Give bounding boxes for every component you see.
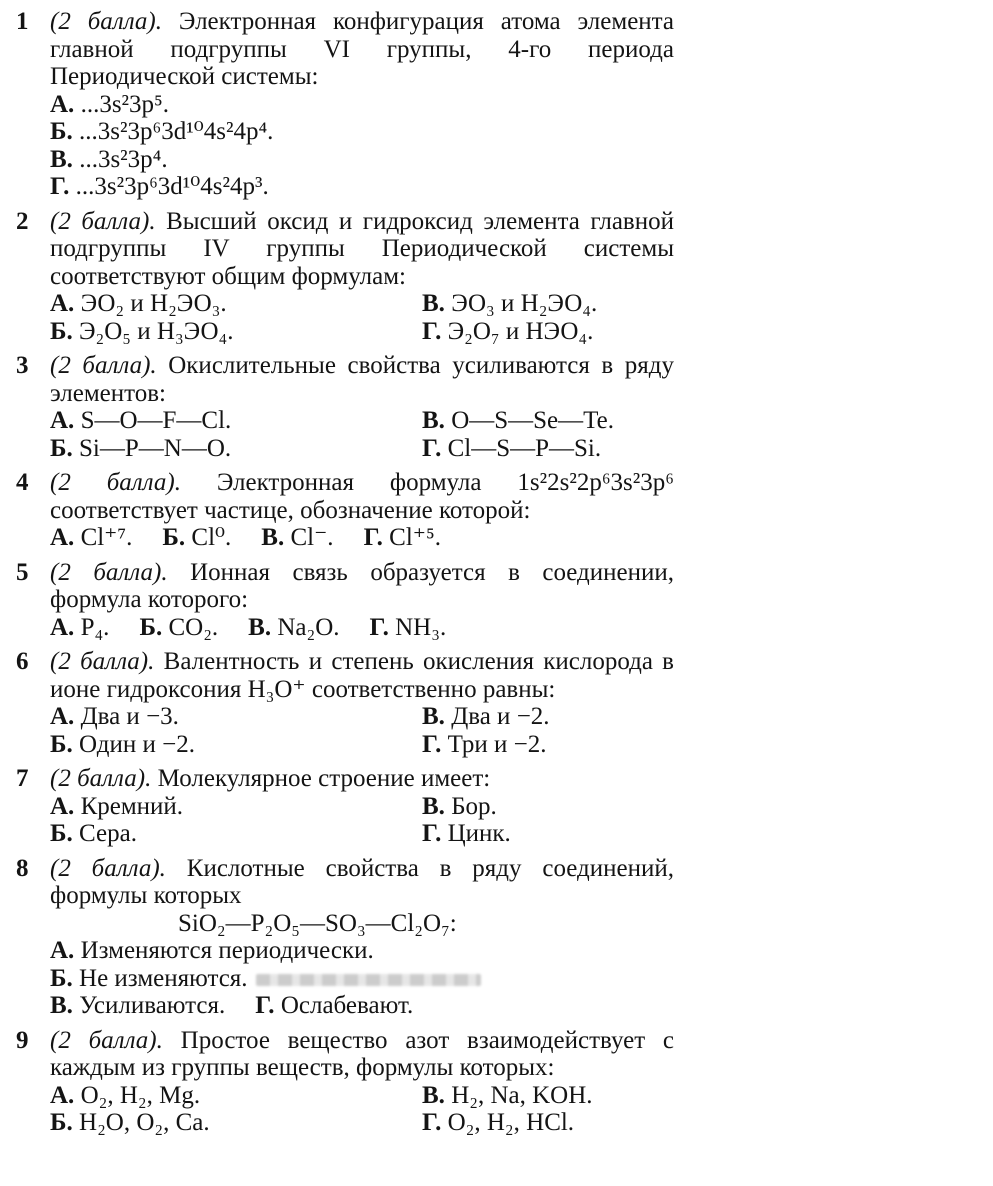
question-number: 6 [16,648,29,675]
option-label: Б. [50,730,73,758]
question-points: (2 балла). [50,8,162,35]
question-text [50,8,674,91]
options-list [50,614,674,642]
question-statement: Простое вещество азот взаимодействует с каждым из группы веществ, формулы которых: [50,1026,675,1081]
option-g [422,731,674,759]
option-b [50,118,674,146]
option-text: O—S—Se—Te. [451,407,615,434]
option-g [370,614,447,642]
question-3 [14,352,714,462]
option-label: Б. [162,524,186,551]
option-a [50,703,422,731]
question-points: (2 балла). [50,765,152,792]
option-g [422,318,674,346]
option-text: Э₂О₇ и НЭО₄. [447,317,594,345]
question-statement: Ионная связь образуется в соединении, формула которого: [50,558,674,613]
option-b [50,965,674,993]
question-statement: Кислотные свойства в ряду соединений, формулы которых [50,854,674,909]
question-points: (2 балла). [50,207,156,235]
question-2 [14,208,714,346]
option-a [50,937,674,965]
option-v [50,146,674,174]
option-label: Г. [422,820,442,847]
option-g [255,992,413,1020]
option-text: NH₃. [395,613,447,641]
question-body [50,208,674,346]
option-label: В. [261,524,285,551]
option-text: Кремний. [80,792,184,820]
question-statement: Высший оксид и гидроксид элемента главной подгруппы IV группы Периодической системы соответствуют общим формулам: [50,207,674,290]
option-g [422,435,674,463]
question-number: 3 [16,352,29,379]
option-b [50,1109,422,1137]
question-points: (2 балла). [50,854,166,882]
question-6 [14,648,714,758]
option-text: Три и −2. [447,730,547,758]
option-label: Б. [50,820,73,847]
option-vg-row [50,992,674,1020]
question-body [50,8,674,201]
option-text: Cl⁰. [191,524,232,551]
option-text: Ослабевают. [280,992,414,1019]
option-text: H₂, Na, KOH. [451,1081,593,1109]
option-label: В. [422,290,445,317]
option-text: ЭО₂ и Н₂ЭО₃. [80,290,227,317]
option-label: Г. [422,1109,442,1136]
question-7 [14,765,714,848]
option-v [422,703,674,731]
question-text [50,855,674,910]
option-label: А. [50,613,75,641]
question-statement: Окислительные свойства усиливаются в ряду элементов: [50,352,675,407]
option-label: Г. [369,613,389,641]
option-label: А. [50,290,75,317]
option-text: Cl⁺⁷. [80,524,133,551]
option-label: Г. [363,524,383,551]
option-b [50,318,422,346]
question-number: 7 [16,765,29,792]
question-number: 5 [16,558,29,586]
question-points: (2 балла). [50,352,157,379]
option-a [50,290,422,318]
option-text: ...3s²3p⁵. [80,90,170,118]
scan-smudge [256,974,481,986]
question-body [50,1027,674,1137]
options-list [50,1082,674,1137]
question-text [50,648,674,703]
option-label: В. [50,145,73,173]
option-text: ...3s²3p⁶3d¹⁰4s²4p³. [75,173,269,200]
option-label: Г. [255,992,275,1019]
option-text: P₄. [80,613,110,641]
option-label: Б. [139,613,163,641]
option-text: Два и −2. [451,703,550,730]
option-b [162,524,231,552]
question-text [50,765,674,793]
option-label: А. [50,407,75,434]
option-b [50,435,422,463]
option-a [50,793,422,821]
option-text: Изменяются периодически. [80,937,374,964]
option-text: ЭО₃ и Н₂ЭО₄. [451,290,598,317]
question-number: 2 [16,207,29,235]
option-v [422,290,674,318]
option-label: Г. [422,730,442,758]
question-5 [14,559,714,642]
options-list [50,793,674,848]
option-text: H₂O, O₂, Ca. [79,1109,210,1136]
option-g [364,524,441,552]
option-a [50,524,132,552]
option-text: Два и −3. [80,703,179,730]
option-label: А. [50,524,75,551]
option-text: Si—P—N—O. [79,434,232,462]
option-label: Б. [50,1109,73,1136]
option-label: В. [422,1081,445,1109]
option-text: O₂, H₂, HCl. [447,1109,575,1136]
option-label: В. [422,703,445,730]
option-g [422,1109,674,1137]
option-label: В. [248,613,272,641]
option-label: В. [422,792,445,820]
option-text: S—O—F—Cl. [80,407,232,434]
question-8 [14,855,714,1020]
option-text: Не изменяются. [79,964,248,992]
option-text: Na₂O. [277,613,340,641]
option-text: Сера. [79,820,137,847]
question-statement: Молекулярное строение имеет: [157,765,491,792]
option-v [261,524,333,552]
option-text: Cl⁻. [290,524,334,551]
question-text [50,352,674,407]
question-points: (2 балла). [50,1026,163,1054]
question-number: 9 [16,1026,29,1054]
question-number: 4 [16,469,29,496]
options-list [50,703,674,758]
question-body [50,352,674,462]
question-statement: Валентность и степень окисления кислорода в ионе гидроксония H₃O⁺ соответственно равны: [50,648,674,703]
question-body [50,855,674,1020]
option-label: Б. [50,434,73,462]
option-b [50,820,422,848]
question-text [50,208,674,291]
question-points: (2 балла). [50,469,181,496]
option-label: В. [422,407,445,434]
option-label: Б. [50,317,73,345]
option-label: Г. [422,317,442,345]
option-label: Г. [422,434,442,462]
question-number: 1 [16,8,29,35]
option-g [422,820,674,848]
question-body [50,648,674,758]
option-label: А. [50,1081,75,1109]
option-text: O₂, H₂, Mg. [80,1081,201,1109]
question-number: 8 [16,854,29,882]
option-text: Э₂О₅ и Н₃ЭО₄. [79,317,234,345]
option-a [50,1082,422,1110]
option-label: Б. [50,964,73,992]
question-points: (2 балла). [50,648,155,675]
option-text: ...3s²3p⁶3d¹⁰4s²4p⁴. [79,118,274,145]
question-body [50,469,674,552]
option-text: Один и −2. [79,730,195,758]
option-label: А. [50,90,75,118]
option-v [422,407,674,435]
option-label: Г. [50,173,70,200]
question-body [50,765,674,848]
option-label: В. [50,992,73,1019]
options-list [50,524,674,552]
question-text [50,559,674,614]
option-a [50,614,109,642]
question-1 [14,8,714,201]
option-g [50,173,674,201]
option-text: CO₂. [168,613,219,641]
option-text: Cl⁺⁵. [389,524,441,551]
option-a [50,407,422,435]
option-v [248,614,339,642]
option-label: Б. [50,118,73,145]
option-b [139,614,218,642]
option-label: А. [50,792,75,820]
option-b [50,731,422,759]
options-list [50,290,674,345]
option-v [422,793,674,821]
option-label: А. [50,703,75,730]
options-list [50,407,674,462]
question-text [50,469,674,524]
option-text: Бор. [451,792,497,820]
options-list [50,91,674,201]
option-text: Цинк. [447,820,511,847]
question-9 [14,1027,714,1137]
options-list [50,937,674,1020]
option-text: Усиливаются. [79,992,226,1019]
option-v [50,992,225,1020]
option-text: Cl—S—P—Si. [447,434,602,462]
option-a [50,91,674,119]
option-v [422,1082,674,1110]
question-statement: Электронная формула 1s²2s²2p⁶3s²3p⁶ соответствует частице, обозначение которой: [50,469,674,524]
question-text [50,1027,674,1082]
question-statement: Электронная конфигурация атома элемента главной подгруппы VI группы, 4-го периода Периодической системы: [50,8,674,90]
option-label: А. [50,937,75,964]
question-body [50,559,674,642]
question-points: (2 балла). [50,558,168,586]
question-4 [14,469,714,552]
inline-formula: SiO₂—P₂O₅—SO₃—Cl₂O₇: [178,909,457,937]
option-text: ...3s²3p⁴. [79,145,168,173]
